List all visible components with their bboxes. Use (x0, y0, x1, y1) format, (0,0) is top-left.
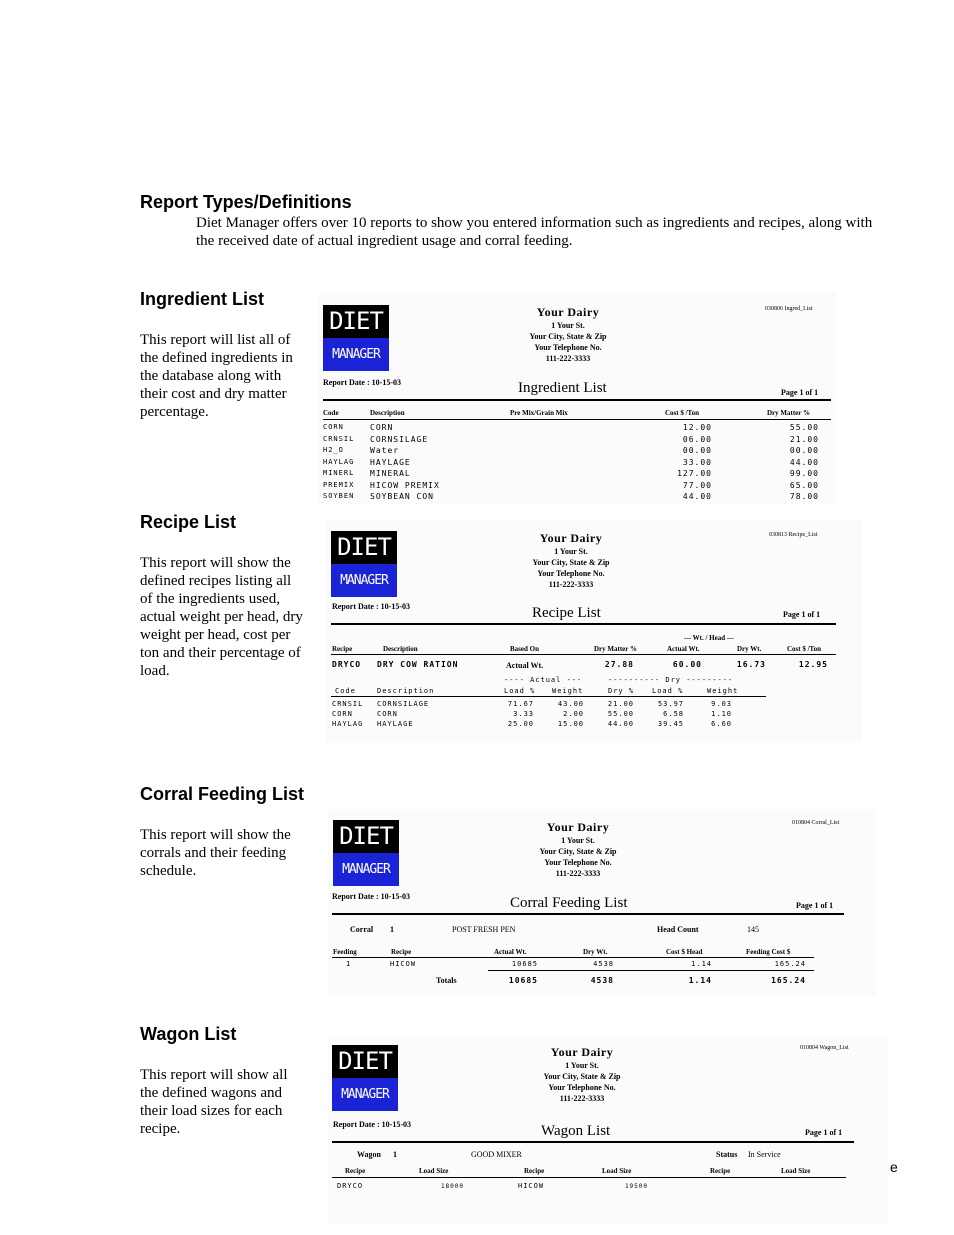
cell-load-pct: 71.67 (507, 700, 534, 708)
header-rule (332, 1141, 854, 1143)
report-id: 030813 Recipe_List (769, 532, 818, 538)
cell-cost: 12.95 (798, 660, 828, 669)
cell-feeding: 1 (346, 960, 352, 968)
report-title: Recipe List (532, 605, 601, 621)
col-header-load-size-2: Load Size (602, 1167, 632, 1175)
col-header-actual-wt: Actual Wt. (667, 645, 700, 653)
cell-feeding-cost: 165.24 (774, 960, 806, 968)
logo-manager-text: MANAGER (331, 564, 397, 597)
col-header-load-size-1: Load Size (419, 1167, 449, 1175)
cell-description: CORNSILAGE (377, 700, 430, 708)
cell-description: HICOW PREMIX (370, 481, 440, 490)
intro-paragraph: Diet Manager offers over 10 reports to show you entered information such as ingredients and recipes, along with the received date of actual ingredient usage and corral feeding. (196, 215, 873, 249)
sub-col-dry-weight: Weight (707, 687, 739, 695)
cell-dry-wt: 16.73 (736, 660, 766, 669)
recipe-report-image (326, 520, 862, 742)
company-name: Your Dairy (550, 1045, 614, 1059)
cell-code: CRNSIL (332, 700, 364, 708)
cell-recipe-1: DRYCO (337, 1182, 364, 1190)
cell-description: CORN (377, 710, 398, 718)
total-dry-wt: 4538 (590, 976, 614, 985)
corral-list-description: This report will show the corrals and their feeding schedule. (140, 827, 291, 879)
company-block (488, 305, 648, 364)
cell-dry-matter: 99.00 (789, 469, 819, 478)
report-title: Corral Feeding List (510, 895, 628, 911)
col-header-recipe: Recipe (332, 645, 353, 653)
company-street: 1 Your St. (551, 321, 585, 330)
company-street: 1 Your St. (565, 1061, 599, 1070)
ingredient-report-image (318, 292, 836, 504)
company-phone-label: Your Telephone No. (548, 1083, 616, 1092)
cell-code: H2_O (323, 446, 344, 454)
company-street: 1 Your St. (554, 547, 588, 556)
cell-description: SOYBEAN CON (370, 492, 434, 501)
company-name: Your Dairy (539, 531, 603, 545)
diet-manager-logo (332, 1045, 398, 1111)
col-header-recipe-3: Recipe (710, 1167, 731, 1175)
company-city: Your City, State & Zip (532, 558, 610, 567)
cell-description: DRY COW RATION (377, 660, 459, 669)
total-actual-wt: 10685 (508, 976, 538, 985)
cell-description: Water (370, 446, 400, 455)
company-phone-label: Your Telephone No. (534, 343, 602, 352)
report-title: Ingredient List (518, 380, 607, 396)
sub-col-weight: Weight (552, 687, 584, 695)
corral-name: POST FRESH PEN (452, 925, 516, 934)
col-header-dry-matter: Dry Matter % (767, 409, 811, 417)
page-number: Page 1 of 1 (796, 901, 834, 910)
logo-diet-text: DIET (323, 305, 389, 338)
head-count-value: 145 (747, 925, 759, 934)
sub-group-actual: ---- Actual --- (504, 676, 583, 684)
logo-diet-text: DIET (331, 531, 397, 564)
cell-description: MINERAL (370, 469, 411, 478)
wagon-number: 1 (393, 1150, 397, 1159)
company-phone: 111-222-3333 (545, 354, 591, 363)
ingredient-list-description: This report will list all of the defined ingredients in the database along with their cost and dry matter percentage. (140, 332, 293, 420)
cell-code: PREMIX (323, 481, 355, 489)
cell-cost: 06.00 (682, 435, 712, 444)
logo-manager-text: MANAGER (332, 1078, 398, 1111)
header-rule (331, 623, 836, 625)
report-id: 030806 Ingred_List (765, 306, 813, 312)
cell-dry-weight: 6.60 (711, 720, 732, 728)
col-header-dry-matter: Dry Matter % (594, 645, 638, 653)
diet-manager-logo (331, 531, 397, 597)
company-phone: 111-222-3333 (559, 1094, 605, 1103)
col-header-cost: Cost $ /Ton (665, 409, 699, 417)
cell-recipe: DRYCO (332, 660, 362, 669)
company-block (498, 820, 658, 879)
cell-dry-load-pct: 53.97 (657, 700, 684, 708)
cell-code: SOYBEN (323, 492, 355, 500)
cell-weight: 2.00 (563, 710, 584, 718)
col-header-code: Code (323, 409, 339, 417)
cell-dry-matter: 44.00 (789, 458, 819, 467)
cell-recipe: HICOW (390, 960, 417, 968)
cell-dry-matter: 65.00 (789, 481, 819, 490)
corral-label: Corral (350, 925, 374, 934)
col-header-description: Description (383, 645, 418, 653)
cell-dry-pct: 21.00 (607, 700, 634, 708)
status-label: Status (716, 1150, 738, 1159)
cell-load-pct: 25.00 (507, 720, 534, 728)
col-header-description: Description (370, 409, 405, 417)
cell-dry-matter: 78.00 (789, 492, 819, 501)
cell-load-size-2: 19500 (624, 1183, 648, 1190)
section-heading-ingredient-list: Ingredient List (140, 289, 265, 309)
report-date: Report Date : 10-15-03 (323, 378, 401, 387)
sub-col-dry-pct: Dry % (608, 687, 635, 695)
cell-cost: 12.00 (682, 423, 712, 432)
sub-col-description: Description (377, 687, 435, 695)
wagon-report-image (328, 1035, 888, 1225)
report-id: 010804 Corral_List (792, 820, 840, 826)
page-number: Page 1 of 1 (783, 610, 821, 619)
logo-diet-text: DIET (333, 820, 399, 853)
cell-dry-matter: 55.00 (789, 423, 819, 432)
cell-dry-matter: 27.88 (604, 660, 634, 669)
cell-code: HAYLAG (332, 720, 364, 728)
company-phone: 111-222-3333 (548, 580, 594, 589)
diet-manager-logo (323, 305, 389, 371)
cell-dry-wt: 4538 (593, 960, 614, 968)
col-header-cost: Cost $ /Ton (787, 645, 821, 653)
sub-group-dry: ---------- Dry --------- (608, 676, 734, 684)
col-header-feeding-cost: Feeding Cost $ (746, 948, 791, 956)
company-city: Your City, State & Zip (543, 1072, 621, 1081)
sub-col-load-pct: Load % (504, 687, 536, 695)
company-phone-label: Your Telephone No. (544, 858, 612, 867)
company-street: 1 Your St. (561, 836, 595, 845)
cell-recipe-2: HICOW (518, 1182, 545, 1190)
col-header-recipe-2: Recipe (524, 1167, 545, 1175)
wt-per-head-group-header: --- Wt. / Head --- (684, 634, 734, 642)
column-header-rule (323, 419, 831, 420)
company-name: Your Dairy (546, 820, 610, 834)
cell-description: HAYLAGE (377, 720, 414, 728)
cell-cost: 127.00 (677, 469, 712, 478)
cell-load-size-1: 18000 (440, 1183, 464, 1190)
sub-col-code: Code (335, 687, 356, 695)
cell-description: CORN (370, 423, 394, 432)
col-header-based-on: Based On (510, 645, 539, 653)
head-count-label: Head Count (657, 925, 699, 934)
company-phone-label: Your Telephone No. (537, 569, 605, 578)
section-heading-wagon-list: Wagon List (140, 1024, 237, 1044)
cell-cost-head: 1.14 (691, 960, 712, 968)
totals-rule (488, 970, 814, 971)
wagon-name: GOOD MIXER (471, 1150, 522, 1159)
report-date: Report Date : 10-15-03 (332, 602, 410, 611)
corral-report-image (328, 810, 876, 996)
cell-code: CORN (323, 423, 344, 431)
cell-weight: 43.00 (557, 700, 584, 708)
col-header-premix: Pre Mix/Grain Mix (510, 409, 568, 417)
col-header-recipe: Recipe (391, 948, 412, 956)
total-feeding-cost: 165.24 (771, 976, 806, 985)
cell-dry-load-pct: 6.58 (663, 710, 684, 718)
section-heading-recipe-list: Recipe List (140, 512, 237, 532)
wagon-label: Wagon (357, 1150, 382, 1159)
wagon-list-description: This report will show all the defined wagons and their load sizes for each recipe. (140, 1067, 288, 1137)
cell-code: MINERL (323, 469, 355, 477)
logo-manager-text: MANAGER (333, 853, 399, 886)
sub-col-dry-load-pct: Load % (652, 687, 684, 695)
logo-manager-text: MANAGER (323, 338, 389, 371)
column-header-rule (332, 957, 814, 958)
column-header-rule (331, 654, 836, 655)
cell-cost: 44.00 (682, 492, 712, 501)
recipe-list-description: This report will show the defined recipes listing all of the ingredients used, actual weight per head, dry weight per head, cost per ton and their percentage of load. (140, 555, 303, 679)
cell-cost: 33.00 (682, 458, 712, 467)
status-value: In Service (748, 1150, 781, 1159)
page-number: Page 1 of 1 (781, 388, 819, 397)
company-block (491, 531, 651, 590)
logo-diet-text: DIET (332, 1045, 398, 1078)
cell-cost: 77.00 (682, 481, 712, 490)
cell-cost: 00.00 (682, 446, 712, 455)
diet-manager-logo (333, 820, 399, 886)
cell-load-pct: 3.33 (513, 710, 534, 718)
cell-dry-matter: 00.00 (789, 446, 819, 455)
cell-code: CRNSIL (323, 435, 355, 443)
col-header-recipe-1: Recipe (345, 1167, 366, 1175)
col-header-dry-wt: Dry Wt. (583, 948, 608, 956)
cell-dry-weight: 9.03 (711, 700, 732, 708)
cell-code: CORN (332, 710, 353, 718)
col-header-feeding: Feeding (333, 948, 357, 956)
cell-dry-weight: 1.10 (711, 710, 732, 718)
cell-dry-pct: 55.00 (607, 710, 634, 718)
cell-actual-wt: 10685 (511, 960, 538, 968)
header-rule (332, 913, 844, 915)
totals-label: Totals (436, 976, 457, 985)
col-header-cost-head: Cost $ Head (666, 948, 703, 956)
header-rule (323, 399, 831, 401)
section-heading-report-types: Report Types/Definitions (140, 192, 352, 212)
company-phone: 111-222-3333 (555, 869, 601, 878)
cell-actual-wt: 60.00 (672, 660, 702, 669)
cell-dry-matter: 21.00 (789, 435, 819, 444)
col-header-dry-wt: Dry Wt. (737, 645, 762, 653)
cell-code: HAYLAG (323, 458, 355, 466)
company-city: Your City, State & Zip (529, 332, 607, 341)
company-name: Your Dairy (536, 305, 600, 319)
sub-header-rule (331, 696, 766, 697)
corral-number: 1 (390, 925, 394, 934)
page-edge-fragment: e (890, 1159, 898, 1175)
company-block (502, 1045, 662, 1104)
column-header-rule (332, 1177, 846, 1178)
company-city: Your City, State & Zip (539, 847, 617, 856)
cell-weight: 15.00 (557, 720, 584, 728)
cell-based-on: Actual Wt. (506, 661, 544, 670)
cell-description: HAYLAGE (370, 458, 411, 467)
cell-dry-load-pct: 39.45 (657, 720, 684, 728)
col-header-load-size-3: Load Size (781, 1167, 811, 1175)
total-cost-head: 1.14 (688, 976, 712, 985)
report-title: Wagon List (541, 1123, 611, 1139)
report-id: 010804 Wagon_List (800, 1045, 849, 1051)
report-date: Report Date : 10-15-03 (332, 892, 410, 901)
report-date: Report Date : 10-15-03 (333, 1120, 411, 1129)
section-heading-corral-feeding-list: Corral Feeding List (140, 784, 305, 804)
page-number: Page 1 of 1 (805, 1128, 843, 1137)
cell-description: CORNSILAGE (370, 435, 429, 444)
cell-dry-pct: 44.00 (607, 720, 634, 728)
col-header-actual-wt: Actual Wt. (494, 948, 527, 956)
